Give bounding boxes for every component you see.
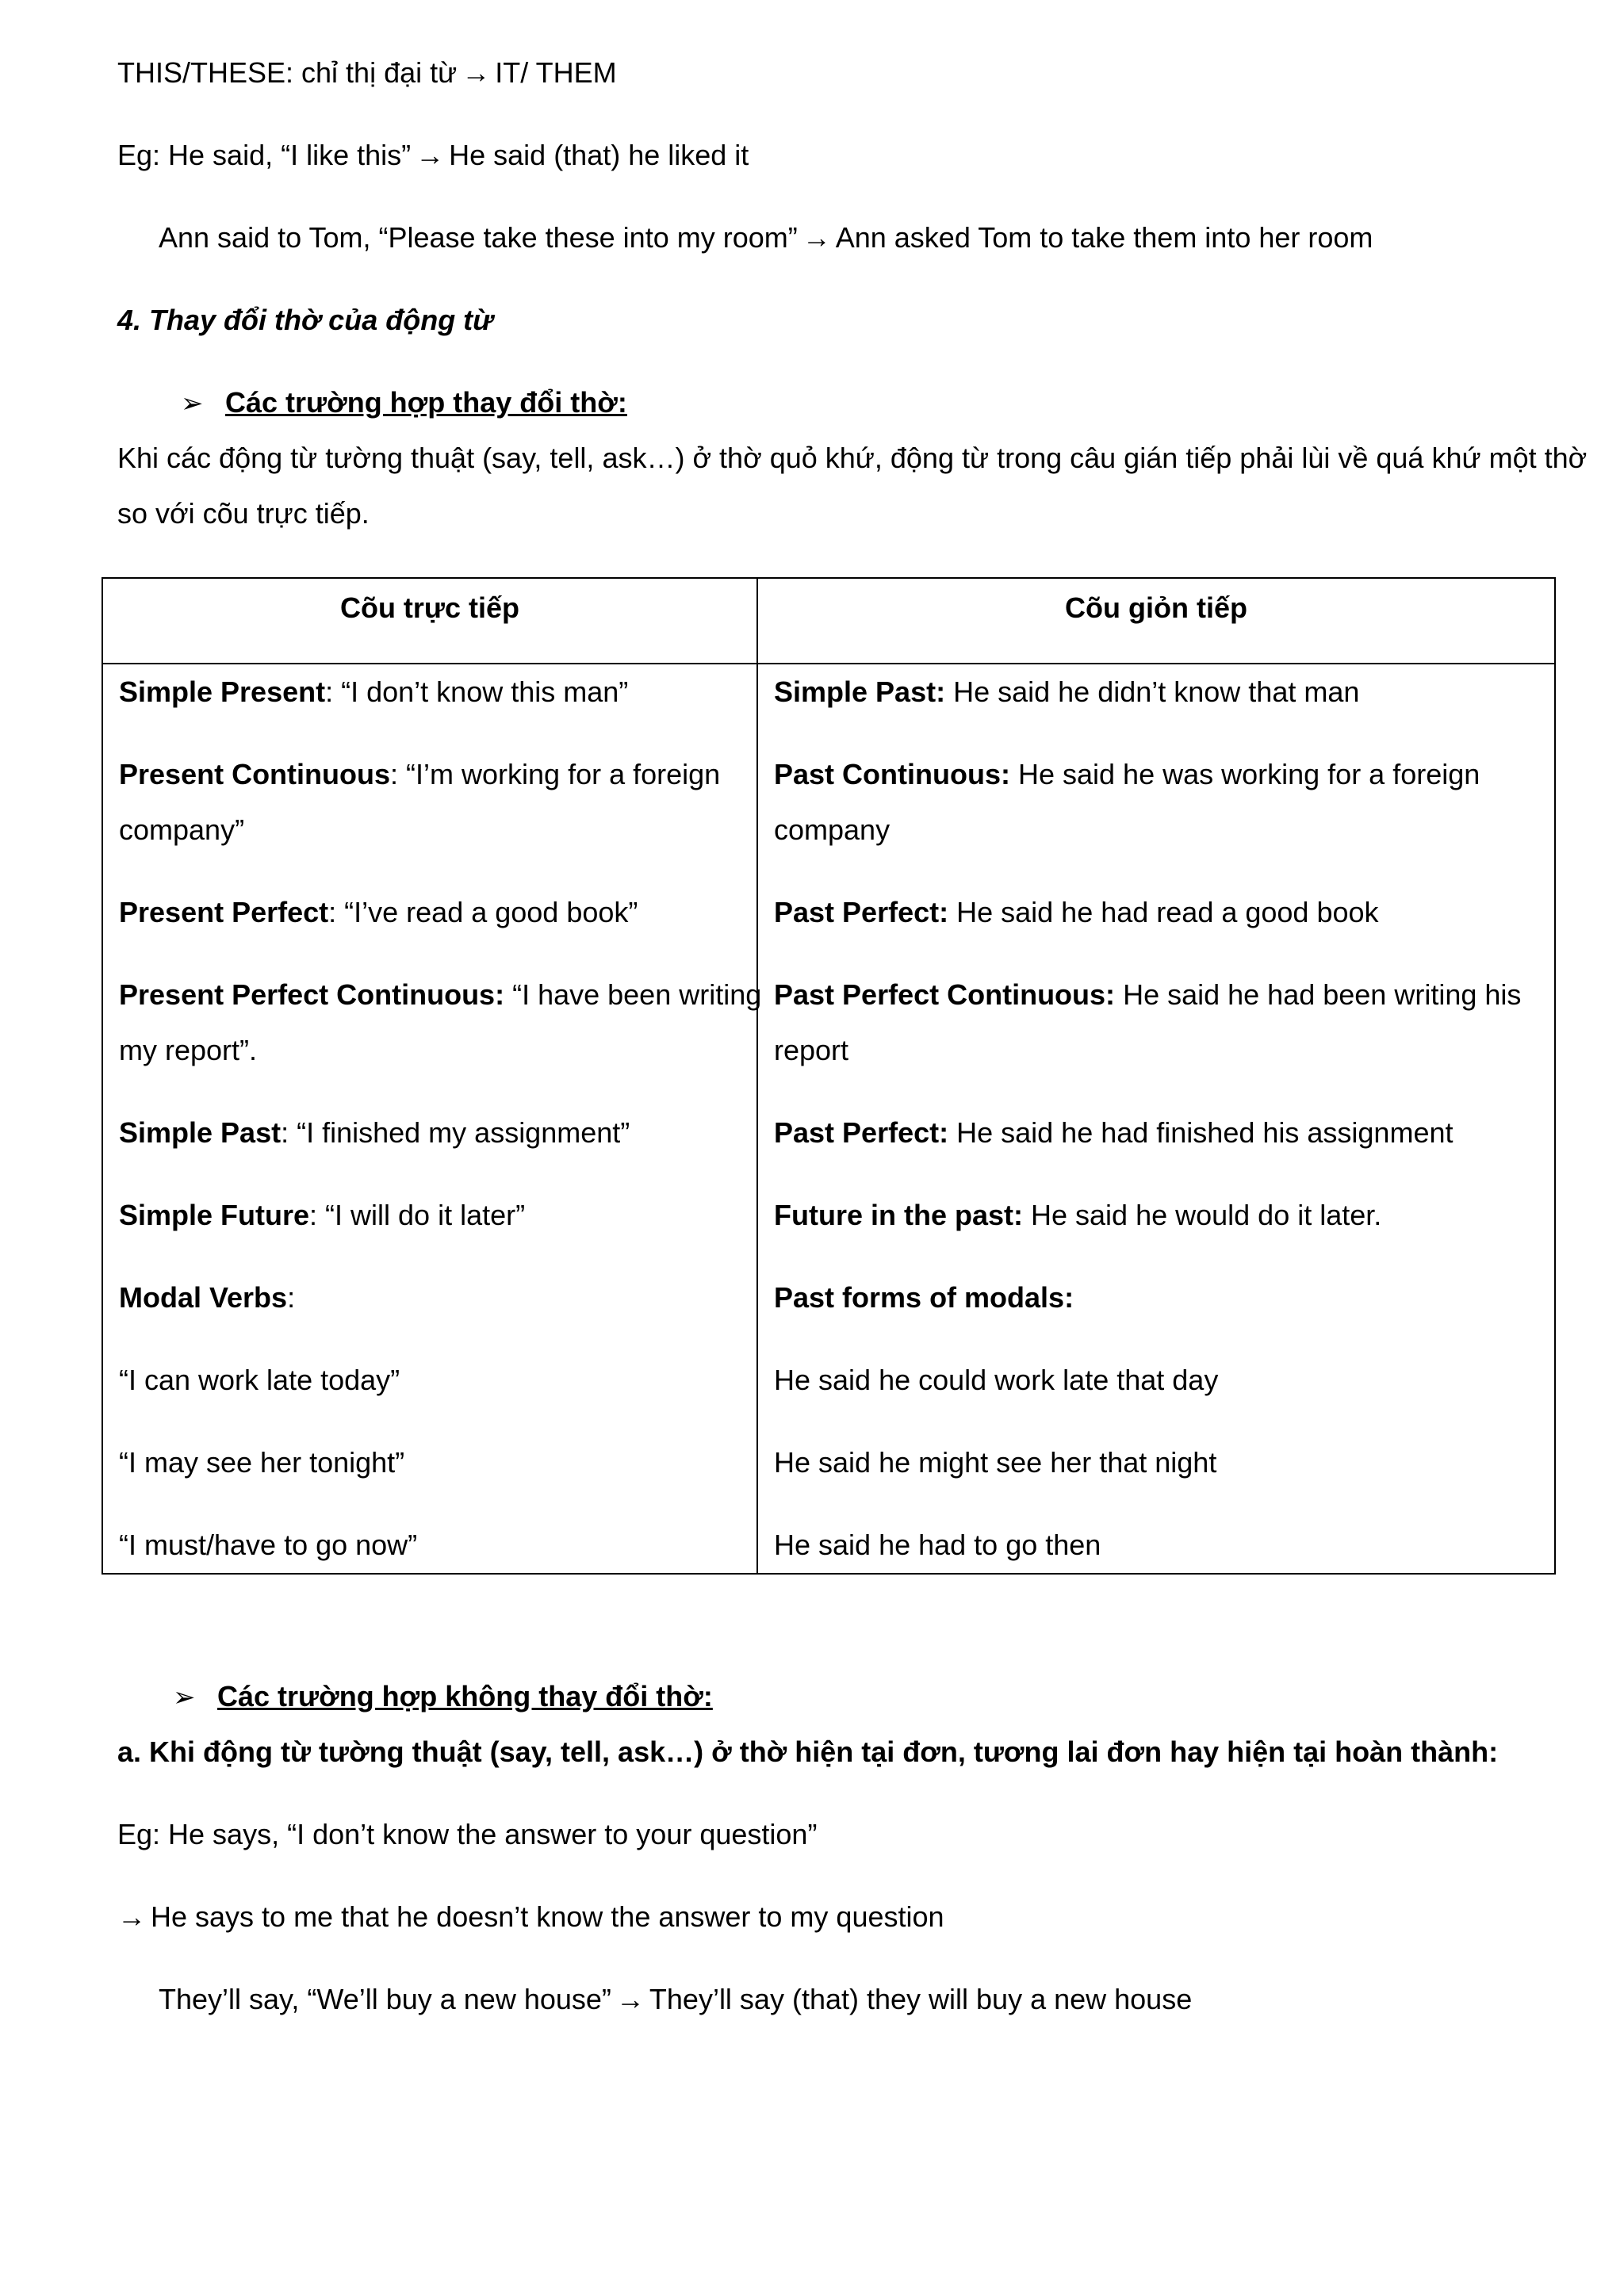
arrow-icon: → [462, 56, 491, 89]
tense-name: Simple Future [119, 1199, 310, 1231]
example-text: “I have been writing [504, 978, 762, 1011]
example-line-1 [117, 138, 749, 173]
section-4-heading: 4. Thay đổi thờ của động từ [117, 304, 493, 336]
table-entry [774, 1270, 1538, 1326]
example-text: : “I’m working for a foreign [390, 758, 721, 790]
table-entry [119, 885, 741, 940]
table-entry [119, 967, 762, 1023]
table-entry [119, 1270, 741, 1326]
arrow-bullet-icon: ➢ [181, 388, 204, 419]
tense-name: Past Perfect: [774, 1116, 949, 1149]
modal-example: “I must/have to go now” [119, 1529, 418, 1561]
no-change-example-2 [159, 1982, 1192, 2017]
tense-name: Future in the past: [774, 1199, 1023, 1231]
example-2-indirect: Ann asked Tom to take them into her room [835, 221, 1373, 254]
modal-example: “I may see her tonight” [119, 1446, 405, 1479]
example-text: : “I’ve read a good book” [328, 896, 638, 928]
tense-change-description-1: Khi các động từ tường thuật (say, tell, ask…) ở thờ quỏ khứ, động từ trong câu gián tiếp phải lùi về quá khứ một thờ [117, 442, 1588, 474]
bullet-tense-change-label: Các trường hợp thay đổi thờ: [225, 386, 627, 419]
example-text-continued: my report”. [119, 1034, 258, 1066]
example-1-direct: Eg: He said, “I like this” [117, 139, 412, 171]
table-entry [119, 1105, 741, 1161]
tense-table-header-row [102, 578, 1555, 664]
table-entry [774, 747, 1538, 802]
example-text: : “I will do it later” [309, 1199, 526, 1231]
header-direct-speech: Cõu trực tiếp [102, 578, 757, 664]
table-entry [119, 747, 741, 802]
table-entry [774, 1105, 1538, 1161]
demonstrative-rule-line [117, 55, 617, 90]
example-2-direct: They’ll say, “We’ll buy a new house” [159, 1983, 611, 2015]
indirect-speech-cell [757, 664, 1555, 1574]
modal-example: He said he could work late that day [774, 1364, 1219, 1396]
no-change-example-1: Eg: He says, “I don’t know the answer to your question” [117, 1818, 818, 1850]
example-text: He said he had finished his assignment [948, 1116, 1454, 1149]
example-text-continued: company [774, 813, 891, 846]
bullet-tense-change [181, 385, 627, 421]
tense-name: Simple Present [119, 675, 326, 708]
example-text: : “I finished my assignment” [281, 1116, 630, 1149]
header-indirect-speech: Cõu giỏn tiếp [757, 578, 1555, 664]
tense-name: Present Perfect [119, 896, 329, 928]
tense-table [102, 577, 1556, 1575]
example-text: He said he had read a good book [948, 896, 1379, 928]
example-line-2 [159, 220, 1373, 255]
example-text: He said he was working for a foreign [1009, 758, 1480, 790]
example-text: : “I don’t know this man” [325, 675, 629, 708]
demonstrative-rule-left: THIS/THESE: chỉ thị đại từ [117, 56, 458, 89]
table-entry [119, 664, 741, 720]
modal-example: He said he had to go then [774, 1529, 1101, 1561]
tense-name: Modal Verbs [119, 1281, 288, 1314]
example-2-direct: Ann said to Tom, “Please take these into my room” [159, 221, 798, 254]
tense-change-description-2: so với cõu trực tiếp. [117, 497, 370, 530]
no-change-example-1-result [117, 1900, 944, 1934]
tense-name: Present Perfect Continuous: [119, 978, 505, 1011]
example-text: He said he didn’t know that man [945, 675, 1360, 708]
arrow-icon: → [117, 1900, 146, 1933]
direct-speech-cell [102, 664, 762, 1574]
tense-table-body-row [102, 664, 1555, 1574]
table-entry [119, 1188, 741, 1243]
modal-example: He said he might see her that night [774, 1446, 1217, 1479]
example-text-continued: company” [119, 813, 245, 846]
table-entry [774, 885, 1538, 940]
arrow-bullet-icon: ➢ [173, 1682, 196, 1712]
tense-name: Simple Past: [774, 675, 946, 708]
tense-name: Past Perfect: [774, 896, 949, 928]
example-text: He said he would do it later. [1023, 1199, 1382, 1231]
table-entry [774, 967, 1538, 1023]
arrow-icon: → [802, 221, 831, 254]
tense-name: Past Continuous: [774, 758, 1010, 790]
tense-name: Past forms of modals: [774, 1281, 1074, 1314]
no-change-case-a: a. Khi động từ tường thuật (say, tell, ask…) ở thờ hiện tại đơn, tương lai đơn hay hiện tại hoàn thành: [117, 1735, 1499, 1768]
bullet-no-tense-change [173, 1679, 713, 1715]
arrow-icon: → [615, 1983, 645, 2015]
table-entry [774, 1188, 1538, 1243]
example-2-indirect: They’ll say (that) they will buy a new house [649, 1983, 1193, 2015]
tense-name: Past Perfect Continuous: [774, 978, 1116, 1011]
arrow-icon: → [416, 139, 445, 171]
table-entry [774, 664, 1538, 720]
modal-example: “I can work late today” [119, 1364, 400, 1396]
example-text: : [287, 1281, 296, 1314]
bullet-no-tense-change-label: Các trường hợp không thay đổi thờ: [217, 1680, 713, 1712]
example-text-continued: report [774, 1034, 849, 1066]
example-result-text: He says to me that he doesn’t know the answer to my question [151, 1900, 944, 1933]
demonstrative-rule-right: IT/ THEM [495, 56, 617, 89]
tense-name: Present Continuous [119, 758, 391, 790]
example-text: He said he had been writing his [1115, 978, 1522, 1011]
tense-name: Simple Past [119, 1116, 282, 1149]
example-1-indirect: He said (that) he liked it [449, 139, 749, 171]
